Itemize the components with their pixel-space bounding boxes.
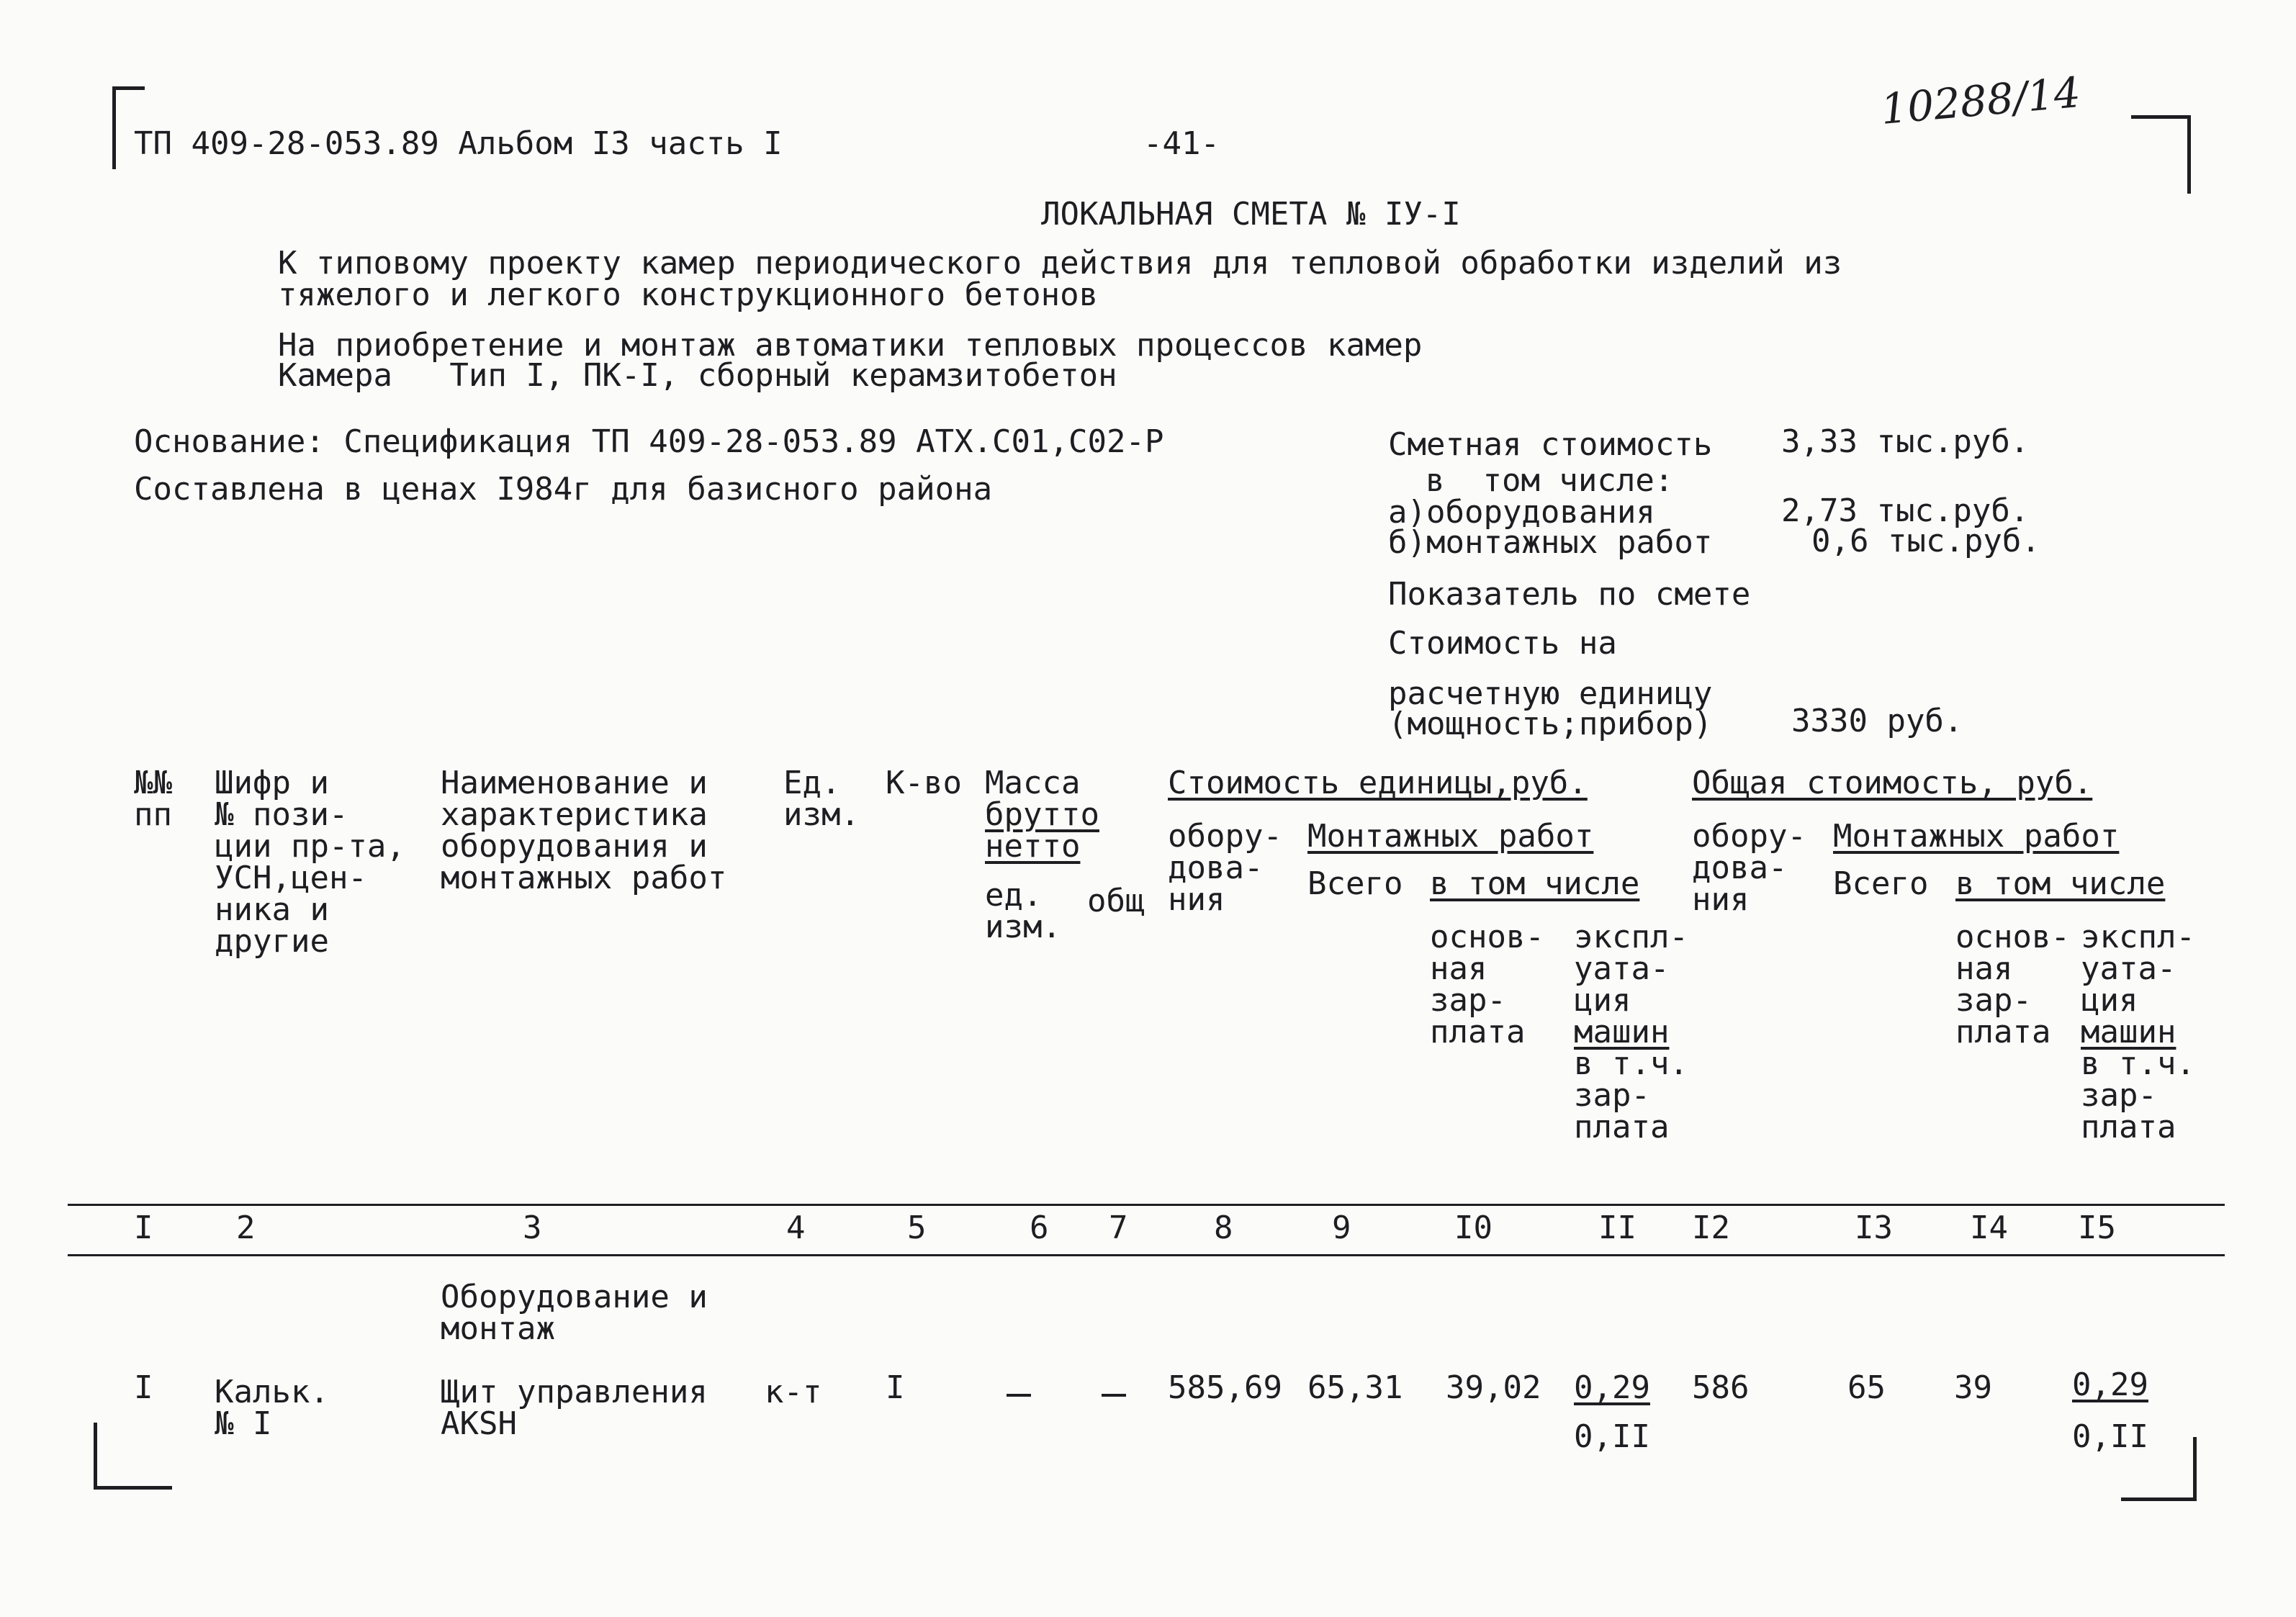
basis-specification: Основание: Спецификация ТП 409-28-053.89 АТХ.С01,С02-Р — [134, 423, 1164, 460]
col-header-mass-total: общ — [1087, 883, 1145, 919]
col-header-mass: Масса — [985, 765, 1081, 801]
col-header-unit-cost: Стоимость единицы,руб. — [1168, 765, 1588, 801]
col-header-total-including: в том числе — [1955, 865, 2166, 902]
column-numbers-bottom-rule — [68, 1254, 2225, 1256]
section-title: Оборудование и монтаж — [441, 1279, 708, 1347]
unit-cost-value: 3330 руб. — [1791, 703, 1963, 739]
col-header-total-cost: Общая стоимость, руб. — [1692, 765, 2093, 801]
price-basis: Составлена в ценах I984г для базисного района — [134, 471, 993, 508]
row-unit-machines: 0,29 — [1574, 1369, 1650, 1406]
row-total-equipment: 586 — [1692, 1369, 1750, 1406]
indicator-label: Показатель по смете — [1388, 576, 1751, 613]
col-header-total-machines: экспл- уата- ция — [2081, 919, 2195, 1019]
column-number: 7 — [1109, 1210, 1128, 1246]
equipment-cost-label: а)оборудования — [1388, 494, 1655, 531]
estimated-cost-label: Сметная стоимость — [1388, 426, 1713, 463]
purpose-line: На приобретение и монтаж автоматики тепловых процессов камер — [278, 327, 1423, 364]
row-total-machines-wage: 0,II — [2072, 1418, 2148, 1455]
column-number: I4 — [1970, 1210, 2008, 1246]
project-description-line2: тяжелого и легкого конструкционного бетонов — [278, 276, 1099, 313]
col-header-total-installation-total: Всего — [1833, 865, 1929, 902]
col-header-code: Шифр и № пози- ции пр-та, УСН,цен- ника и другие — [215, 765, 405, 960]
mass-unit-empty-dash — [1007, 1394, 1031, 1397]
col-header-unit-equipment: обору- дова- ния — [1168, 818, 1282, 918]
row-unit: к-т — [765, 1374, 822, 1410]
row-total-machines: 0,29 — [2072, 1366, 2148, 1403]
row-unit-install-total: 65,31 — [1307, 1369, 1403, 1406]
chamber-type-line: Камера Тип I, ПК-I, сборный керамзитобетон — [278, 357, 1117, 394]
col-header-mass-unit: ед. изм. — [985, 877, 1061, 945]
col-header-unit-installation-total: Всего — [1307, 865, 1403, 902]
col-header-unit-machines-wage: в т.ч. зар- плата — [1574, 1045, 1688, 1145]
installation-cost-label: б)монтажных работ — [1388, 524, 1713, 561]
including-label: в том числе: — [1426, 462, 1674, 499]
equipment-cost-value: 2,73 тыс.руб. — [1781, 492, 2030, 529]
corner-mark-bottom-left — [94, 1423, 172, 1490]
column-number: 5 — [907, 1210, 927, 1246]
row-total-install-total: 65 — [1847, 1369, 1886, 1406]
column-number: 2 — [236, 1210, 256, 1246]
col-header-mass-brutto: брутто — [985, 796, 1099, 833]
unit-cost-label-line1: Стоимость на — [1388, 625, 1617, 662]
column-number: 4 — [786, 1210, 806, 1246]
col-header-total-machines-wage: в т.ч. зар- плата — [2081, 1045, 2195, 1145]
column-number: I5 — [2078, 1210, 2116, 1246]
col-header-unit-machines: экспл- уата- ция — [1574, 919, 1688, 1019]
col-header-unit-machines-ul: машин — [1574, 1014, 1670, 1050]
column-number: 3 — [523, 1210, 542, 1246]
handwritten-archive-number: 10288/14 — [1878, 68, 2083, 134]
col-header-total-machines-ul: машин — [2081, 1014, 2176, 1050]
col-header-mass-netto: нетто — [985, 828, 1081, 865]
project-description-line1: К типовому проекту камер периодического действия для тепловой обработки изделий из — [278, 245, 1842, 281]
col-header-total-base-wage: основ- ная зар- плата — [1955, 919, 2070, 1050]
row-total-base-wage: 39 — [1954, 1369, 1992, 1406]
column-numbers-top-rule — [68, 1204, 2225, 1206]
estimate-title: ЛОКАЛЬНАЯ СМЕТА № IУ-I — [1041, 196, 1461, 233]
installation-cost-value: 0,6 тыс.руб. — [1811, 523, 2040, 559]
column-number: II — [1598, 1210, 1637, 1246]
col-header-unit-installation: Монтажных работ — [1307, 818, 1594, 855]
row-unit-equipment: 585,69 — [1168, 1369, 1282, 1406]
page-number: -41- — [1143, 125, 1220, 162]
unit-cost-label-line3: (мощность;прибор) — [1388, 706, 1713, 742]
row-unit-machines-wage: 0,II — [1574, 1418, 1650, 1455]
col-header-number: №№ пп — [134, 765, 172, 833]
col-header-name: Наименование и характеристика оборудования и монтажных работ — [441, 765, 727, 896]
mass-total-empty-dash — [1102, 1394, 1126, 1397]
document-reference: ТП 409-28-053.89 Альбом I3 часть I — [134, 125, 783, 162]
column-number: I0 — [1454, 1210, 1493, 1246]
row-quantity: I — [886, 1369, 905, 1406]
row-name: Щит управления АКSН — [441, 1374, 708, 1442]
row-number: I — [134, 1369, 153, 1406]
corner-mark-top-right — [2131, 115, 2191, 194]
column-number: I — [134, 1210, 153, 1246]
column-number: 9 — [1332, 1210, 1351, 1246]
column-number: I3 — [1855, 1210, 1893, 1246]
col-header-unit-including: в том числе — [1430, 865, 1640, 902]
column-number: 6 — [1030, 1210, 1049, 1246]
column-number: I2 — [1692, 1210, 1730, 1246]
col-header-total-equipment: обору- дова- ния — [1692, 818, 1806, 918]
estimated-cost-value: 3,33 тыс.руб. — [1781, 423, 2030, 460]
row-code: Кальк. № I — [215, 1374, 329, 1442]
unit-cost-label-line2: расчетную единицу — [1388, 675, 1713, 712]
col-header-quantity: К-во — [886, 765, 962, 801]
row-unit-base-wage: 39,02 — [1446, 1369, 1541, 1406]
col-header-unit: Ед. изм. — [783, 765, 860, 833]
col-header-unit-base-wage: основ- ная зар- плата — [1430, 919, 1544, 1050]
column-number: 8 — [1214, 1210, 1233, 1246]
col-header-total-installation: Монтажных работ — [1833, 818, 2120, 855]
